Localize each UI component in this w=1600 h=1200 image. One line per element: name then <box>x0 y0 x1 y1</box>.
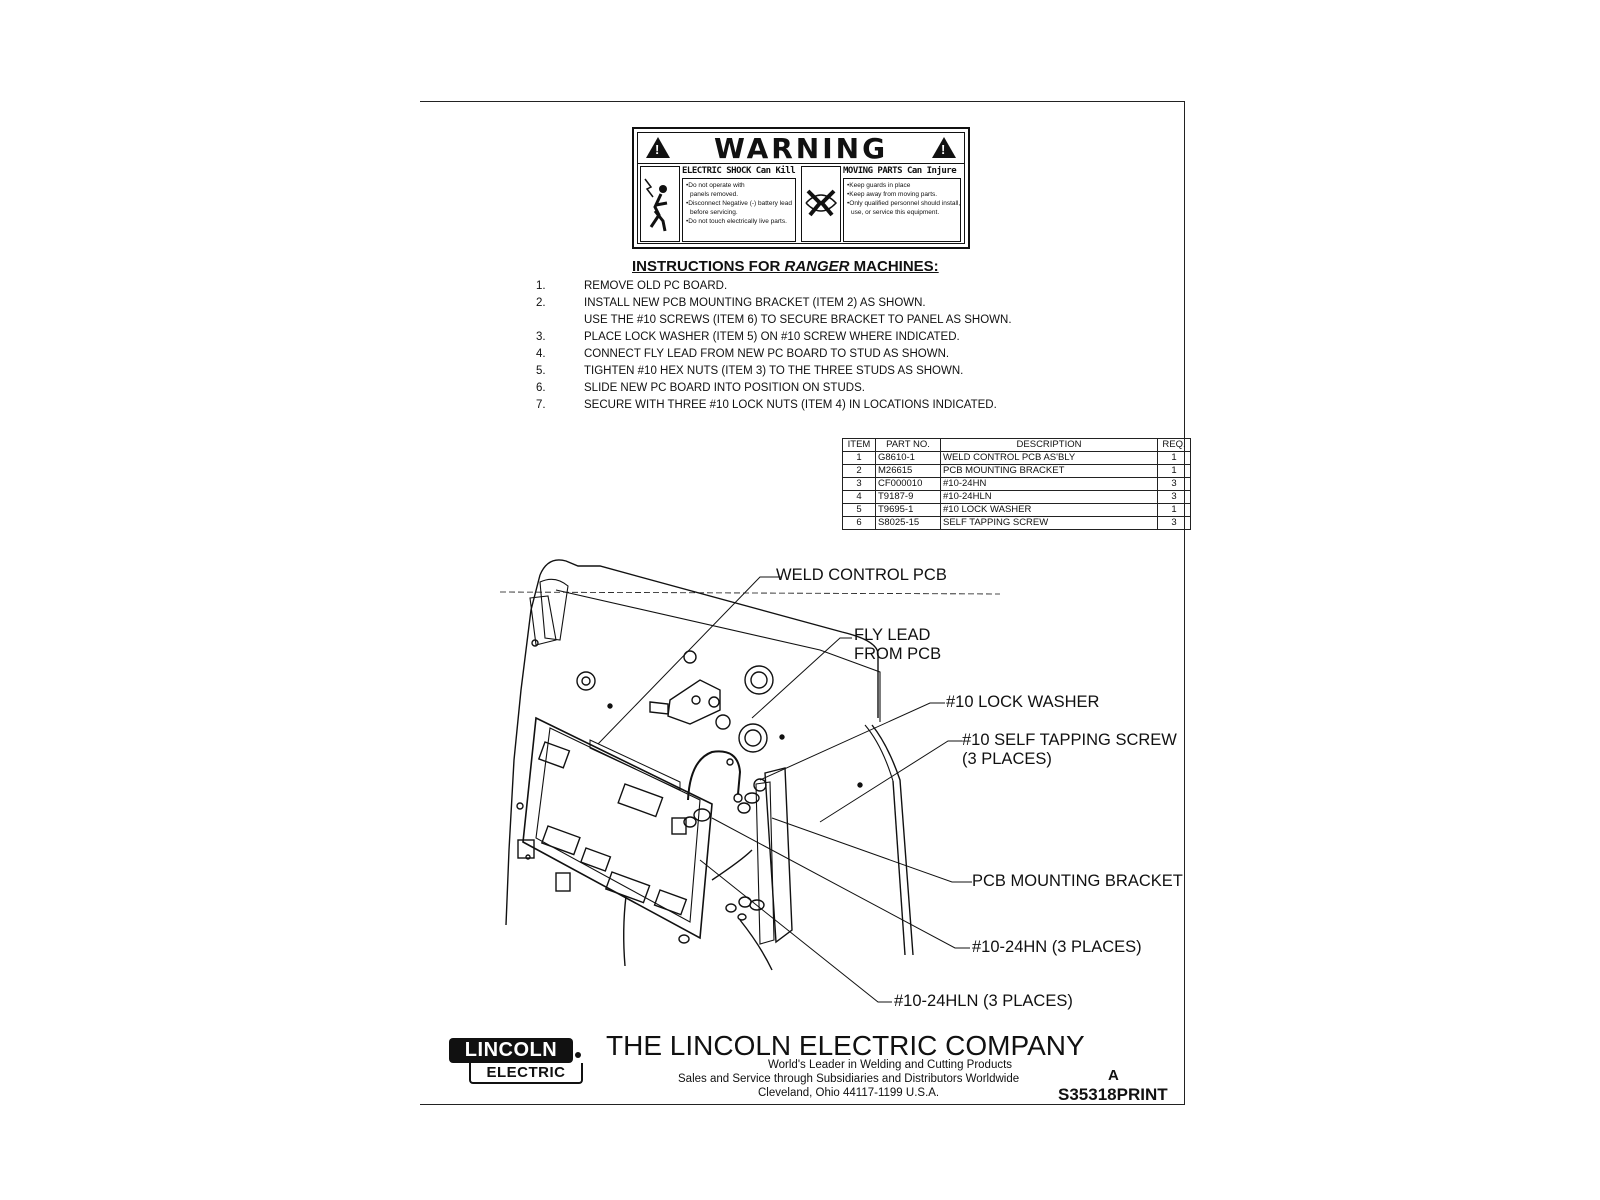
callout-weld-control-pcb: WELD CONTROL PCB <box>776 566 947 584</box>
callout-hex-nut: #10-24HN (3 PLACES) <box>972 938 1142 956</box>
electric-shock-title: ELECTRIC SHOCK Can Kill <box>682 166 796 176</box>
callout-fly-lead: FLY LEAD FROM PCB <box>854 626 942 663</box>
callout-lock-washer: #10 LOCK WASHER <box>946 693 1100 711</box>
callout-pcb-mounting-bracket: PCB MOUNTING BRACKET <box>972 872 1183 890</box>
warning-triangle-icon: ! <box>646 137 670 158</box>
company-name: THE LINCOLN ELECTRIC COMPANY <box>606 1030 1085 1061</box>
lincoln-electric-logo: LINCOLN ELECTRIC <box>449 1038 585 1084</box>
column-header-part-no: PART NO. <box>876 439 941 452</box>
company-sales-line: Sales and Service through Subsidiaries and Distributors Worldwide <box>678 1073 1020 1085</box>
print-number: S35318PRINT <box>1058 1085 1168 1104</box>
warning-triangle-icon: ! <box>932 137 956 158</box>
column-header-req: REQ. <box>1158 439 1191 452</box>
moving-parts-text: •Keep guards in place •Keep away from moving parts. •Only qualified personnel should install, use, or service this equipment. <box>843 178 961 242</box>
drawing-sheet: ! WARNING ! ELECTRIC SHOCK Can Kill •Do not operate with panels removed. •Disconnect Negative (-) battery lead before servicing. •Do not touch electrically live parts. MOVING PARTS Can Injure •Keep guards in place •Keep away from moving parts. •Only qualified personnel should install, use, or service this equipment. INSTRUCTIONS FOR RANGER MACHINES: 1. REMOVE OLD PC BOARD. 2. INSTALL NEW PCB MOUNTING BRACKET (ITEM 2) AS SHOWN. USE THE #10 SCREWS (ITEM 6) TO SECURE BRACKET TO PANEL AS SHOWN. 3. PLACE LOCK WASHER (ITEM 5) ON #10 SCREW WHERE INDICATED. 4. CONNECT FLY LEAD FROM NEW PC BOARD TO STUD AS SHOWN. 5. TIGHTEN #10 HEX NUTS (ITEM 3) TO THE THREE STUDS AS SHOWN. 6. SLIDE NEW PC BOARD INTO POSITION ON STUDS. 7. SECURE WITH THREE #10 LOCK NUTS (ITEM 4) IN LOCATIONS INDICATED. ITEM PART NO. DESCRIPTION REQ. 1 G8610-1 WELD CONTROL PCB AS'BLY 1 2 M26615 PCB MOUNTING BRACKET 1 3 CF000010 #10-24HN 3 4 T9187-9 #10-24HLN 3 5 T9695-1 #10 LOCK WASHER 1 6 S8025-15 SELF TAPPING SCREW 3 WELD CONTROL PCB FLY LEAD FROM PCB #10 LOCK WASHER #10 SELF TAPPING SCREW (3 PLACES) PCB MOUNTING BRACKET #10-24HN (3 PLACES) #10-24HLN (3 PLACES) LINCOLN ELECTRIC THE LINCOLN ELECTRIC COMPANY World's Leader in Welding and Cutting Products Sales and Service through Subsidiaries and Distributors Worldwide Cleveland, Ohio 44117-1199 U.S.A. A S35318PRINT <box>0 0 1600 1200</box>
electric-shock-text: •Do not operate with panels removed. •Disconnect Negative (-) battery lead before servicing. •Do not touch electrically live parts. <box>682 178 796 242</box>
table-row: 4 T9187-9 #10-24HLN 3 <box>843 491 1191 504</box>
revision-letter: A <box>1108 1067 1119 1084</box>
callout-lock-nut: #10-24HLN (3 PLACES) <box>894 992 1073 1010</box>
company-tagline: World's Leader in Welding and Cutting Products <box>768 1059 1013 1071</box>
moving-parts-title: MOVING PARTS Can Injure <box>843 166 957 176</box>
instructions-title: INSTRUCTIONS FOR RANGER MACHINES: <box>632 258 939 275</box>
table-row: 5 T9695-1 #10 LOCK WASHER 1 <box>843 504 1191 517</box>
column-header-description: DESCRIPTION <box>941 439 1158 452</box>
company-address: Cleveland, Ohio 44117-1199 U.S.A. <box>758 1087 940 1099</box>
table-row: 1 G8610-1 WELD CONTROL PCB AS'BLY 1 <box>843 452 1191 465</box>
column-header-item: ITEM <box>843 439 876 452</box>
table-row: 2 M26615 PCB MOUNTING BRACKET 1 <box>843 465 1191 478</box>
warning-title: WARNING <box>713 131 889 165</box>
table-row: 6 S8025-15 SELF TAPPING SCREW 3 <box>843 517 1191 530</box>
table-row: 3 CF000010 #10-24HN 3 <box>843 478 1191 491</box>
callout-self-tapping-screw: #10 SELF TAPPING SCREW (3 PLACES) <box>962 731 1177 768</box>
